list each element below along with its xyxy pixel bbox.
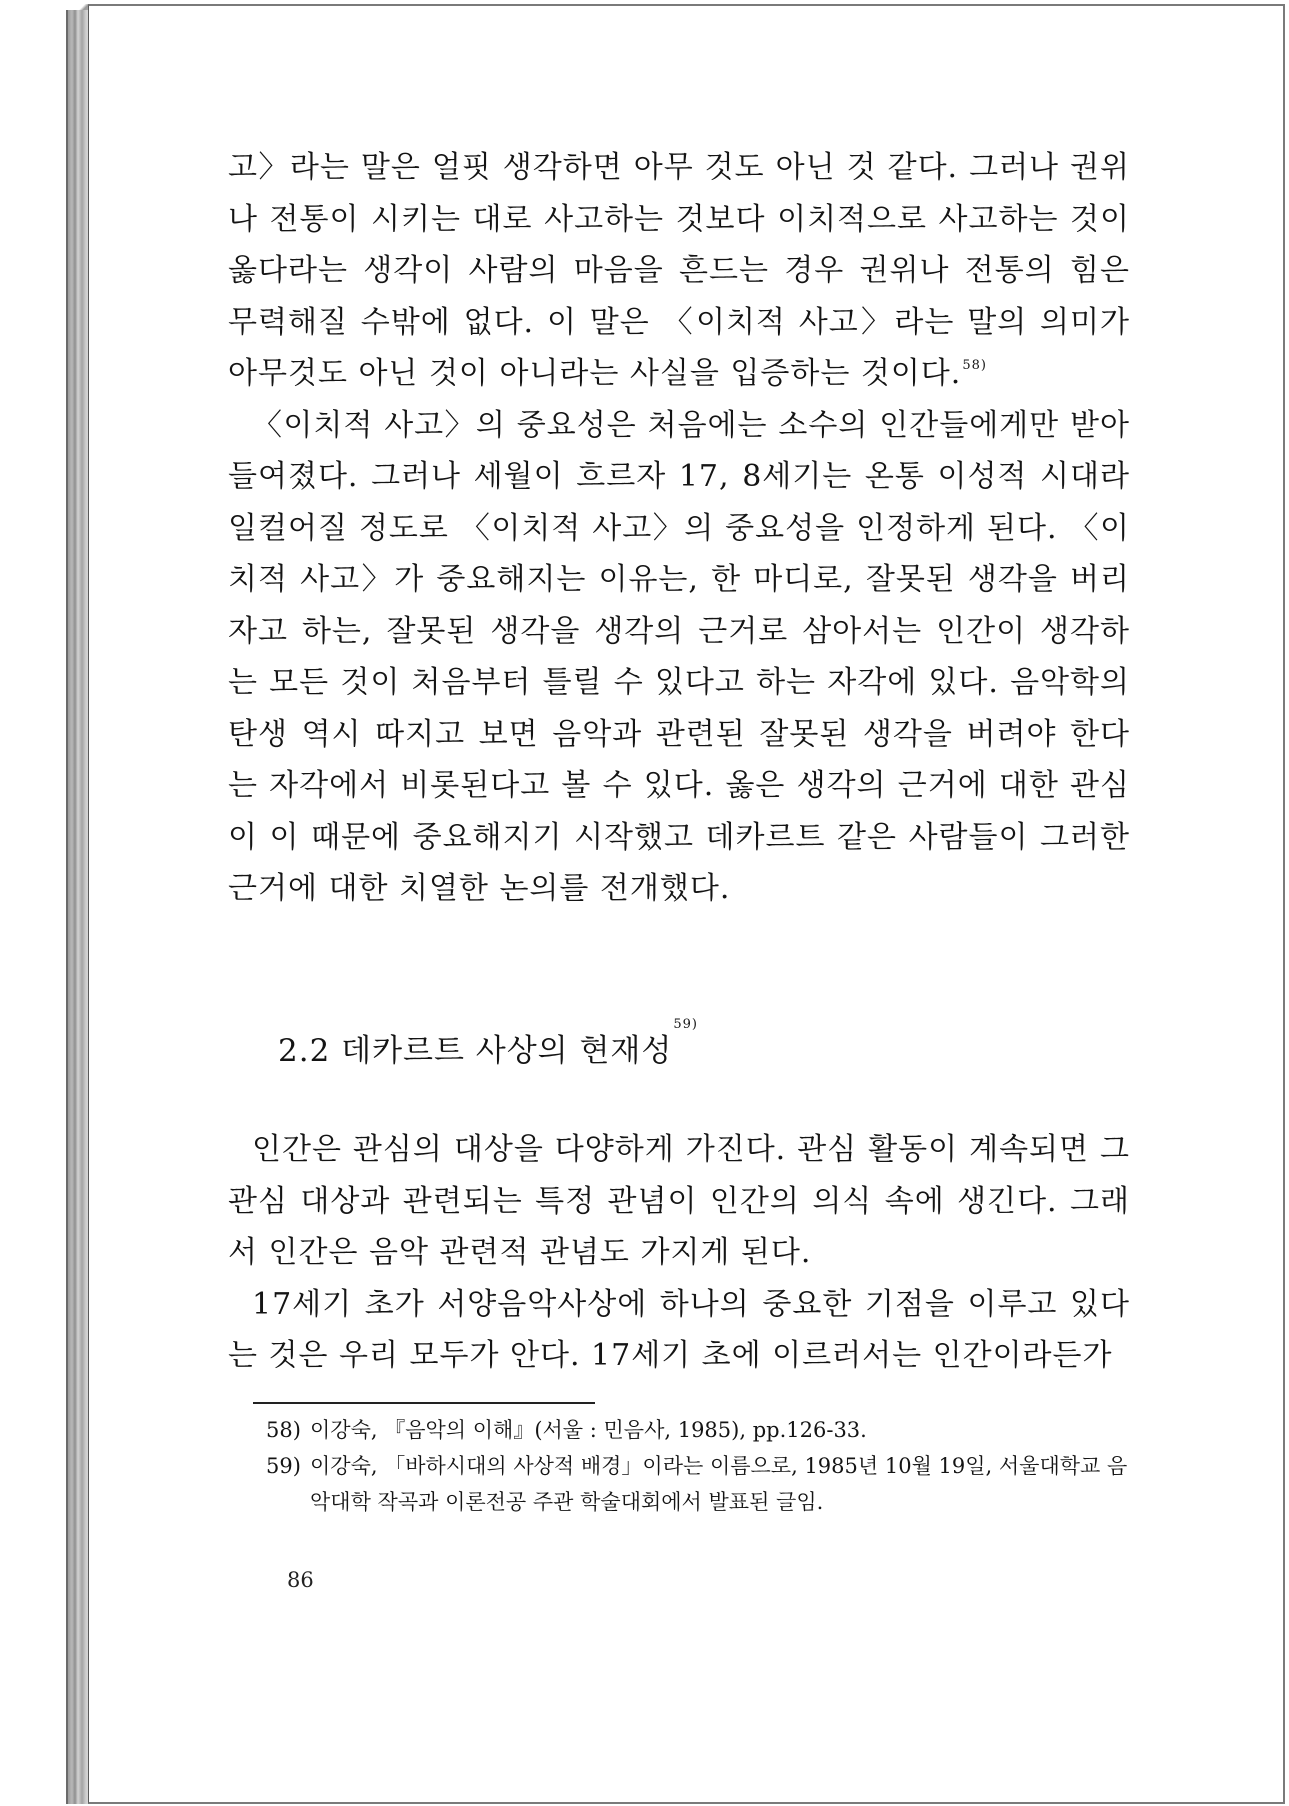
paragraph-1-text: 고〉라는 말은 얼핏 생각하면 아무 것도 아닌 것 같다. 그러나 권위나 전통이 시키는 대로 사고하는 것보다 이치적으로 사고하는 것이 옳다라는 생각이 사람의 마음을 흔드는 경우 권위나 전통의 힘은 무력해질 수밖에 없다. 이 말은 〈이치적 사고〉라는 말의 의미가 아무것도 아닌 것이 아니라는 사실을 입증하는 것이다. bbox=[228, 150, 1130, 391]
section-paragraph-2: 17세기 초가 서양음악사상에 하나의 중요한 기점을 이루고 있다는 것은 우리 모두가 안다. 17세기 초에 이르러서는 인간이라든가 bbox=[228, 1286, 1130, 1373]
footnotes bbox=[266, 1412, 1132, 1520]
footnote-text: 이강숙, 『음악의 이해』(서울 : 민음사, 1985), pp.126-33. bbox=[310, 1418, 867, 1442]
footnote-number: 59) bbox=[266, 1454, 301, 1478]
section-paragraph-1: 인간은 관심의 대상을 다양하게 가진다. 관심 활동이 계속되면 그 관심 대상과 관련되는 특정 관념이 인간의 의식 속에 생긴다. 그래서 인간은 음악 관련적 관념도 가지게 된다. bbox=[228, 1132, 1130, 1270]
body-text bbox=[228, 142, 1130, 915]
paragraph-2: 〈이치적 사고〉의 중요성은 처음에는 소수의 인간들에게만 받아들여졌다. 그러나 세월이 흐르자 17, 8세기는 온통 이성적 시대라 일컬어질 정도로 〈이치적 사고〉의 중요성을 인정하게 된다. 〈이치적 사고〉가 중요해지는 이유는, 한 마디로, 잘못된 생각을 버리자고 하는, 잘못된 생각을 생각의 근거로 삼아서는 인간이 생각하는 모든 것이 처음부터 틀릴 수 있다고 하는 자각에 있다. 음악학의 탄생 역시 따지고 보면 음악과 관련된 잘못된 생각을 버려야 한다는 자각에서 비롯된다고 볼 수 있다. 옳은 생각의 근거에 대한 관심이 이 때문에 중요해지기 시작했고 데카르트 같은 사람들이 그러한 근거에 대한 치열한 논의를 전개했다. bbox=[228, 407, 1130, 906]
footnote-divider bbox=[253, 1402, 595, 1404]
section-heading bbox=[278, 1017, 698, 1070]
footnote-text: 이강숙, 「바하시대의 사상적 배경」이라는 이름으로, 1985년 10월 19일, 서울대학교 음악대학 작곡과 이론전공 주관 학술대회에서 발표된 글임. bbox=[310, 1454, 1128, 1514]
footnote-ref-58: 58) bbox=[962, 358, 987, 373]
footnote-number: 58) bbox=[266, 1418, 301, 1442]
page-number: 86 bbox=[287, 1568, 314, 1592]
section-heading-text: 2.2 데카르트 사상의 현재성 bbox=[278, 1033, 673, 1069]
paragraph-1 bbox=[228, 142, 1130, 400]
footnote-58 bbox=[266, 1412, 1132, 1448]
section-body bbox=[228, 1124, 1130, 1382]
footnote-59 bbox=[266, 1448, 1132, 1520]
footnote-ref-59: 59) bbox=[673, 1017, 698, 1032]
